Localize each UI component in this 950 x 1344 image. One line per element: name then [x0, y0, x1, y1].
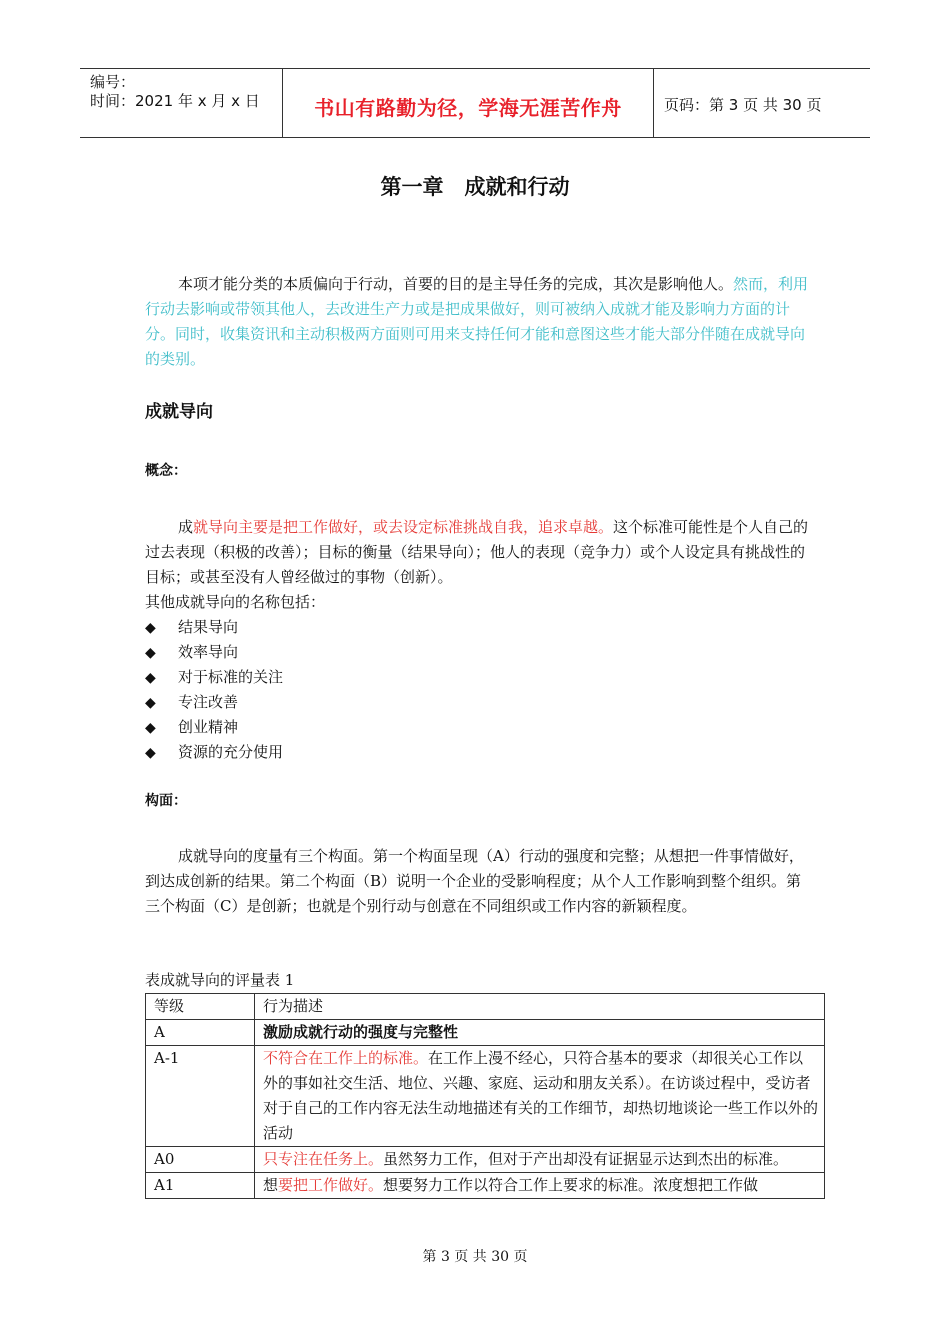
table-row	[146, 1173, 825, 1199]
table-caption: 表成就导向的评量表 1	[145, 971, 295, 989]
description-highlight: 不符合在工作上的标准。	[263, 1049, 429, 1067]
list-item-label: 结果导向	[178, 618, 239, 636]
diamond-bullet-icon: ◆	[145, 645, 156, 661]
header-page-cell	[654, 69, 870, 137]
intro-paragraph	[145, 272, 810, 372]
table-row	[146, 1147, 825, 1173]
list-item-label: 对于标准的关注	[178, 668, 284, 686]
header-cell-level: 等级	[146, 994, 255, 1020]
description-text: 在工作上漫不经心，只符合基本的要求（却很关心工作以外的事如社交生活、地位、兴趣、家庭、运动和朋友关系）。在访谈过程中，受访者对于自己的工作内容无法生动地描述有关的工作细节，却热切地谈论一些工作以外的活动	[263, 1049, 819, 1142]
level-cell: A1	[146, 1173, 255, 1199]
concept-lead: 成	[178, 518, 194, 536]
description-cell	[255, 1046, 825, 1147]
list-item	[145, 665, 283, 690]
table-row	[146, 1020, 825, 1046]
level-cell: A-1	[146, 1046, 255, 1147]
page-footer: 第 3 页 共 30 页	[422, 1249, 528, 1265]
rating-table	[145, 993, 825, 1199]
description-cell	[255, 1147, 825, 1173]
diamond-bullet-icon: ◆	[145, 745, 156, 761]
description-highlight: 只专注在任务上。	[263, 1150, 384, 1168]
concept-rest: 这个标准可能性是个人自己的过去表现（积极的改善）；目标的衡量（结果导向）；他人的表现（竞争力）或个人设定具有挑战性的目标；或甚至没有人曾经做过的事物（创新）。	[145, 518, 809, 586]
list-item	[145, 715, 238, 740]
list-item-label: 创业精神	[178, 718, 239, 736]
page-label: 页码：第 3 页 共 30 页	[664, 96, 822, 114]
intro-highlight: 然而，利用行动去影响或带领其他人，去改进生产力或是把成果做好，则可被纳入成就才能及影响力方面的计分。同时，收集资讯和主动积极两方面则可用来支持任何才能和意图这些才能大部分伴随在成就导向的类别。	[145, 275, 809, 368]
description-cell: 激励成就行动的强度与完整性	[255, 1020, 825, 1046]
motto: 书山有路勤为径，学海无涯苦作舟	[314, 96, 622, 120]
list-item-label: 效率导向	[178, 643, 239, 661]
diamond-bullet-icon: ◆	[145, 720, 156, 736]
other-names-intro: 其他成就导向的名称包括：	[145, 593, 326, 611]
header-meta-cell	[80, 69, 283, 137]
description-text: 虽然努力工作，但对于产出却没有证据显示达到杰出的标准。	[383, 1150, 789, 1168]
header-cell-description: 行为描述	[255, 994, 825, 1020]
list-item	[145, 615, 238, 640]
diamond-bullet-icon: ◆	[145, 620, 156, 636]
list-item	[145, 640, 238, 665]
table-row	[146, 1046, 825, 1147]
time-label: 时间：2021 年 x 月 x 日	[90, 92, 260, 110]
intro-text: 本项才能分类的本质偏向于行动，首要的目的是主导任务的完成，其次是影响他人。	[178, 275, 734, 293]
diamond-bullet-icon: ◆	[145, 670, 156, 686]
description-text: 想要努力工作以符合工作上要求的标准。浓度想把工作做	[383, 1176, 759, 1194]
diamond-bullet-icon: ◆	[145, 695, 156, 711]
concept-highlight: 就导向主要是把工作做好，或去设定标准挑战自我，追求卓越。	[193, 518, 614, 536]
description-lead: 想	[263, 1176, 279, 1194]
page-header	[80, 68, 870, 138]
dimension-label: 构面：	[145, 793, 187, 809]
list-item-label: 资源的充分使用	[178, 743, 284, 761]
description-highlight: 要把工作做好。	[278, 1176, 384, 1194]
level-cell: A	[146, 1020, 255, 1046]
list-item	[145, 690, 238, 715]
level-cell: A0	[146, 1147, 255, 1173]
dimension-paragraph: 成就导向的度量有三个构面。第一个构面呈现（A）行动的强度和完整；从想把一件事情做好，到达成创新的结果。第二个构面（B）说明一个企业的受影响程度；从个人工作影响到整个组织。第三个构面（C）是创新；也就是个别行动与创意在不同组织或工作内容的新颖程度。	[145, 847, 804, 915]
header-motto-cell	[283, 69, 654, 137]
table-header-row	[146, 994, 825, 1020]
section-heading: 成就导向	[145, 402, 213, 422]
concept-label: 概念：	[145, 463, 187, 479]
list-item-label: 专注改善	[178, 693, 239, 711]
description-cell	[255, 1173, 825, 1199]
concept-paragraph	[145, 515, 810, 590]
number-label: 编号：	[90, 73, 136, 91]
list-item	[145, 740, 283, 765]
chapter-title: 第一章 成就和行动	[380, 175, 570, 199]
